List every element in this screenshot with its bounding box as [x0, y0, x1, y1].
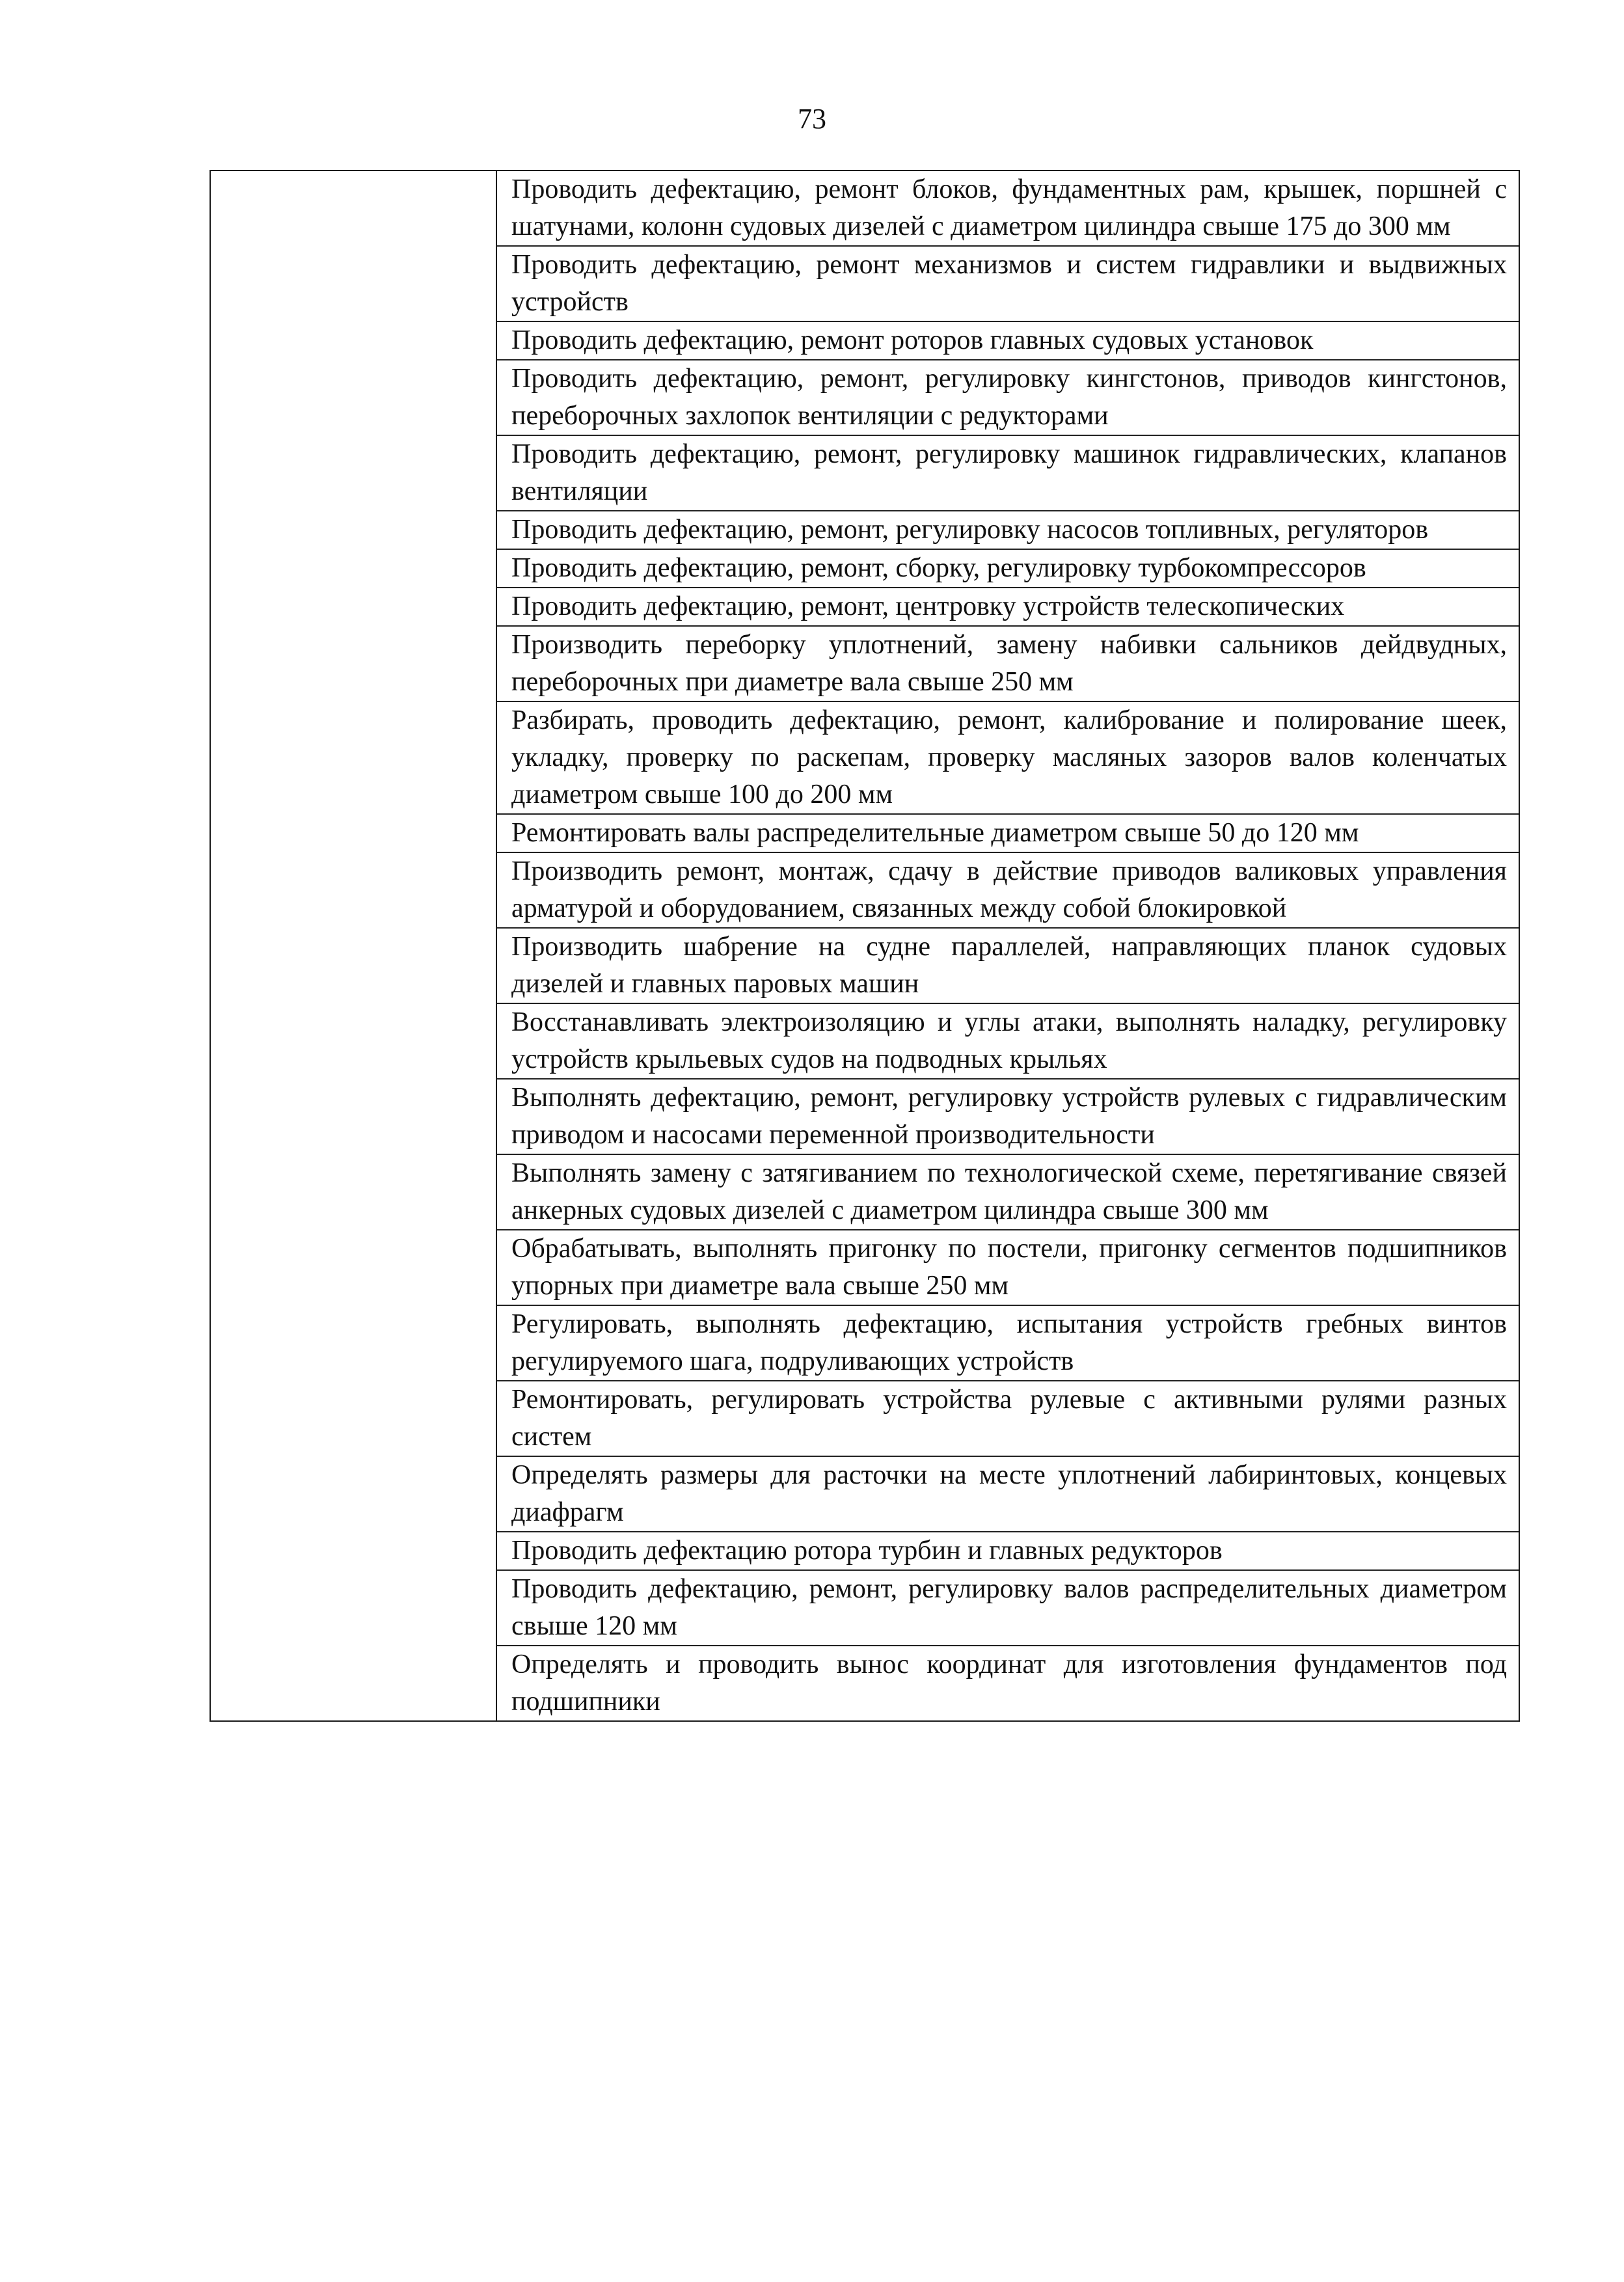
- page-number: 73: [798, 103, 826, 135]
- competency-table: [210, 170, 1520, 1722]
- table-row-text: Проводить дефектацию, ремонт, сборку, регулировку турбокомпрессоров: [497, 550, 1519, 588]
- table-row-text: Ремонтировать валы распределительные диаметром свыше 50 до 120 мм: [497, 815, 1519, 853]
- table-row-text: Проводить дефектацию, ремонт, регулировку машинок гидравлических, клапанов вентиляции: [497, 436, 1519, 511]
- right-column-cell: [496, 170, 1519, 1721]
- table-row-text: Ремонтировать, регулировать устройства рулевые с активными рулями разных систем: [497, 1381, 1519, 1457]
- table-row-text: Проводить дефектацию ротора турбин и главных редукторов: [497, 1532, 1519, 1571]
- table-row-text: Выполнять дефектацию, ремонт, регулировку устройств рулевых с гидравлическим приводом и насосами переменной производительности: [497, 1080, 1519, 1155]
- table-row-text: Производить ремонт, монтаж, сдачу в действие приводов валиковых управления арматурой и оборудованием, связанных между собой блокировкой: [497, 853, 1519, 929]
- table-row-text: Производить шабрение на судне параллелей, направляющих планок судовых дизелей и главных паровых машин: [497, 929, 1519, 1004]
- table-row-text: Проводить дефектацию, ремонт, регулировку кингстонов, приводов кингстонов, переборочных захлопок вентиляции с редукторами: [497, 360, 1519, 436]
- table-row-text: Определять размеры для расточки на месте уплотнений лабиринтовых, концевых диафрагм: [497, 1457, 1519, 1532]
- table-row-text: Разбирать, проводить дефектацию, ремонт, калибрование и полирование шеек, укладку, проверку по раскепам, проверку масляных зазоров валов коленчатых диаметром свыше 100 до 200 мм: [497, 702, 1519, 815]
- table-row-text: Проводить дефектацию, ремонт, регулировку насосов топливных, регуляторов: [497, 511, 1519, 550]
- table-row-text: Восстанавливать электроизоляцию и углы атаки, выполнять наладку, регулировку устройств крыльевых судов на подводных крыльях: [497, 1004, 1519, 1080]
- table-row-text: Проводить дефектацию, ремонт роторов главных судовых установок: [497, 322, 1519, 360]
- table-row: [210, 170, 1519, 1721]
- table-row-text: Проводить дефектацию, ремонт, центровку устройств телескопических: [497, 588, 1519, 627]
- table-row-text: Выполнять замену с затягиванием по технологической схеме, перетягивание связей анкерных судовых дизелей с диаметром цилиндра свыше 300 мм: [497, 1155, 1519, 1230]
- table-row-text: Проводить дефектацию, ремонт блоков, фундаментных рам, крышек, поршней с шатунами, колонн судовых дизелей с диаметром цилиндра свыше 175 до 300 мм: [497, 171, 1519, 247]
- table-row-text: Производить переборку уплотнений, замену набивки сальников дейдвудных, переборочных при диаметре вала свыше 250 мм: [497, 627, 1519, 702]
- table-row-text: Проводить дефектацию, ремонт, регулировку валов распределительных диаметром свыше 120 мм: [497, 1571, 1519, 1646]
- table-row-text: Проводить дефектацию, ремонт механизмов и систем гидравлики и выдвижных устройств: [497, 247, 1519, 322]
- left-column-cell: [210, 170, 496, 1721]
- table-row-text: Определять и проводить вынос координат для изготовления фундаментов под подшипники: [511, 1650, 1507, 1717]
- table-row-text: Обрабатывать, выполнять пригонку по постели, пригонку сегментов подшипников упорных при диаметре вала свыше 250 мм: [497, 1230, 1519, 1306]
- table-row-text: Регулировать, выполнять дефектацию, испытания устройств гребных винтов регулируемого шага, подруливающих устройств: [497, 1306, 1519, 1381]
